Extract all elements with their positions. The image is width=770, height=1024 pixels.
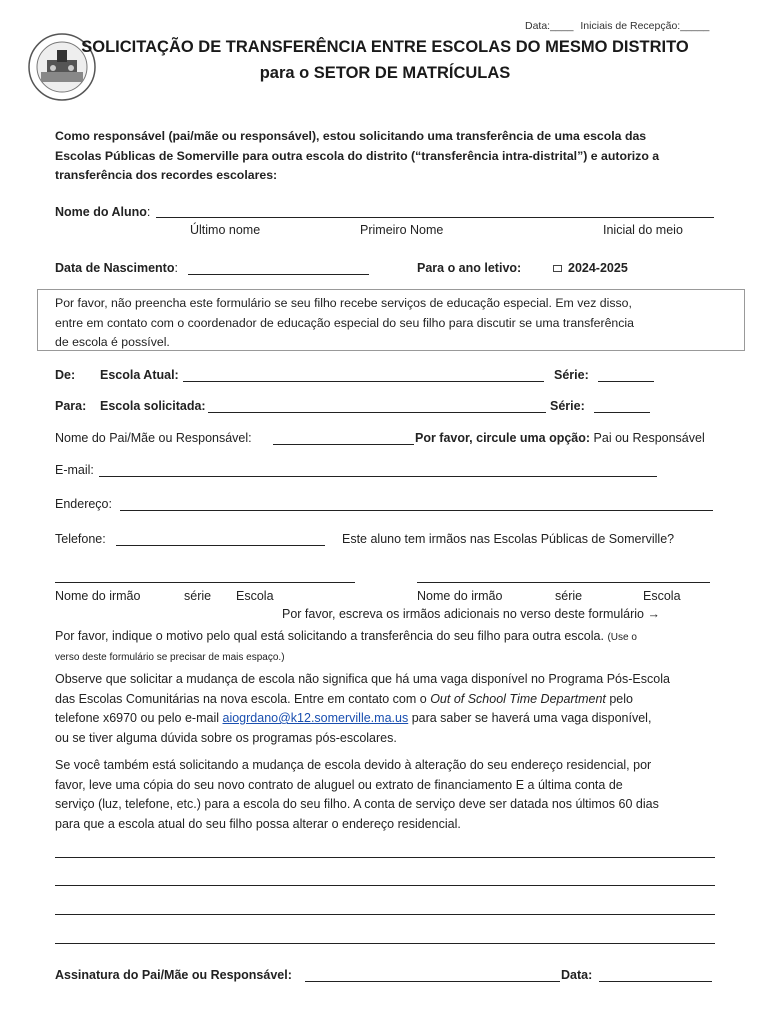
birth-date-colon: :	[174, 261, 178, 275]
requested-school-label: Escola solicitada:	[100, 399, 206, 413]
birth-date-field[interactable]	[188, 274, 369, 275]
requested-school-field[interactable]	[208, 412, 546, 413]
address-field[interactable]	[120, 510, 713, 511]
intro-line-1: Como responsável (pai/mãe ou responsável), estou solicitando uma transferência de uma escola das	[55, 129, 647, 143]
sibling-2-school-caption: Escola	[643, 589, 681, 603]
phone-field[interactable]	[116, 545, 325, 546]
reason-line-field-1[interactable]	[55, 857, 715, 858]
student-name-text: Nome do Aluno	[55, 205, 147, 219]
sibling-2-name-caption: Nome do irmão	[417, 589, 503, 603]
school-year-checkbox[interactable]	[553, 265, 562, 272]
afterschool-line-1: Observe que solicitar a mudança de escola não significa que há uma vaga disponível no Programa Pós-Escola	[55, 672, 670, 686]
first-name-caption: Primeiro Nome	[360, 223, 444, 237]
afterschool-line-2-text: das Escolas Comunitárias na nova escola. Entre em contato com o	[55, 691, 427, 706]
parent-relation-options[interactable]: Pai ou Responsável	[593, 431, 705, 445]
parent-name-field[interactable]	[273, 444, 414, 445]
sibling-2-grade-caption: série	[555, 589, 583, 603]
date-received-label: Data:____	[525, 20, 574, 32]
current-grade-field[interactable]	[598, 381, 654, 382]
phone-label: Telefone:	[55, 532, 106, 546]
ost-department: Out of School Time Department	[430, 691, 606, 706]
reason-line-field-4[interactable]	[55, 943, 715, 944]
notice-line-1: Por favor, não preencha este formulário se seu filho recebe serviços de educação especial. Em vez disso,	[55, 296, 632, 310]
reason-prompt	[55, 627, 735, 667]
student-name-colon: :	[146, 205, 151, 219]
school-year-value: 2024-2025	[568, 261, 628, 275]
address-change-notice	[55, 756, 720, 834]
address-change-line-1: Se você também está solicitando a mudança de escola devido à alteração do seu endereço residencial, por	[55, 758, 652, 772]
intro-line-2: Escolas Públicas de Somerville para outra escola do distrito (“transferência intra-distrital”) e autorizo a	[55, 148, 660, 163]
birth-date-label	[55, 261, 178, 275]
siblings-question: Este aluno tem irmãos nas Escolas Públicas de Somerville?	[342, 532, 675, 546]
reason-line-1: Por favor, indique o motivo pelo qual está solicitando a transferência do seu filho para outra escola.	[55, 629, 604, 643]
sibling-1-school-caption: Escola	[236, 589, 274, 603]
sibling-1-name-caption: Nome do irmão	[55, 589, 141, 603]
current-school-label: Escola Atual:	[100, 368, 179, 382]
requested-grade-label: Série:	[550, 399, 585, 413]
last-name-caption: Último nome	[190, 223, 261, 237]
notice-line-2: entre em contato com o coordenador de educação especial do seu filho para discutir se uma transferência	[55, 315, 634, 330]
afterschool-line-4: ou se tiver alguma dúvida sobre os programas pós-escolares.	[55, 730, 397, 745]
reason-line-field-2[interactable]	[55, 885, 715, 886]
parent-name-label: Nome do Pai/Mãe ou Responsável:	[55, 431, 252, 445]
address-change-line-2: favor, leve uma cópia do seu novo contrato de aluguel ou extrato de financiamento E a última conta de	[55, 777, 623, 792]
email-label: E-mail:	[55, 463, 94, 477]
signature-label: Assinatura do Pai/Mãe ou Responsável:	[55, 968, 292, 982]
initials-label: Iniciais de Recepção:_____	[580, 20, 710, 32]
from-label: De:	[55, 368, 76, 382]
signature-date-field[interactable]	[599, 981, 712, 982]
form-subtitle: para o SETOR DE MATRÍCULAS	[259, 64, 511, 82]
school-year-option[interactable]	[553, 261, 628, 275]
address-label: Endereço:	[55, 497, 112, 511]
reason-line-field-3[interactable]	[55, 914, 715, 915]
afterschool-line-2	[55, 690, 720, 710]
address-change-line-3: serviço (luz, telefone, etc.) para a escola do seu filho. A conta de serviço deve ser datada nos últimos 60 dias	[55, 797, 659, 811]
student-name-field[interactable]	[156, 217, 714, 218]
additional-siblings-note: Por favor, escreva os irmãos adicionais no verso deste formulário →	[282, 607, 660, 621]
address-change-line-4: para que a escola atual do seu filho possa alterar o endereço residencial.	[55, 816, 461, 831]
sibling-2-field[interactable]	[417, 582, 710, 583]
special-education-notice	[37, 289, 745, 351]
notice-line-3: de escola é possível.	[55, 335, 170, 349]
sibling-1-field[interactable]	[55, 582, 355, 583]
current-school-field[interactable]	[183, 381, 544, 382]
intro-text	[55, 127, 659, 186]
middle-initial-caption: Inicial do meio	[603, 223, 683, 237]
reason-use-back: (Use o	[607, 632, 637, 643]
circle-option-label: Por favor, circule uma opção:	[415, 431, 591, 445]
intro-line-3: transferência dos recordes escolares:	[55, 168, 278, 182]
afterschool-email-link[interactable]: aiogrdano@k12.somerville.ma.us	[222, 711, 409, 725]
reason-line-2: verso deste formulário se precisar de mais espaço.)	[55, 652, 285, 663]
afterschool-line-3	[55, 709, 720, 729]
sibling-1-grade-caption: série	[184, 589, 212, 603]
afterschool-line-3-end: para saber se haverá uma vaga disponível,	[411, 711, 652, 725]
signature-field[interactable]	[305, 981, 560, 982]
school-year-label: Para o ano letivo:	[417, 261, 522, 275]
student-name-label	[55, 205, 150, 219]
parent-relation-choice	[415, 431, 705, 445]
afterschool-line-2-end: pelo	[609, 691, 633, 706]
requested-grade-field[interactable]	[594, 412, 650, 413]
afterschool-notice	[55, 670, 720, 748]
form-title: SOLICITAÇÃO DE TRANSFERÊNCIA ENTRE ESCOLAS DO MESMO DISTRITO	[81, 38, 689, 56]
email-field[interactable]	[99, 476, 657, 477]
reception-info	[525, 20, 709, 32]
signature-date-label: Data:	[561, 968, 593, 982]
birth-date-text: Data de Nascimento	[55, 261, 175, 275]
to-label: Para:	[55, 399, 87, 413]
current-grade-label: Série:	[554, 368, 589, 382]
afterschool-line-3-start: telefone x6970 ou pelo e-mail	[55, 711, 220, 725]
